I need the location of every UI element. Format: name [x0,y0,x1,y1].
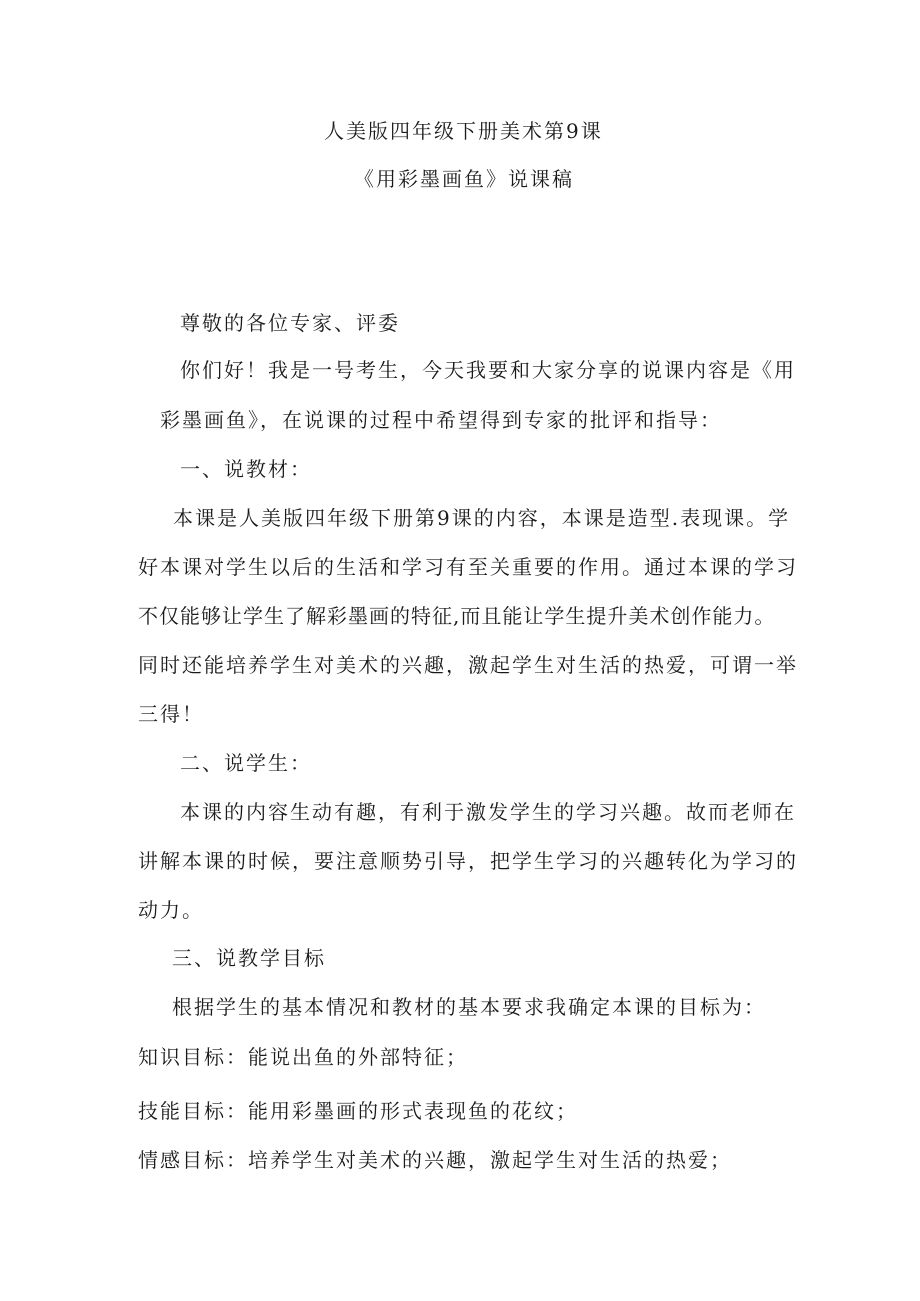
section2-line-1: 本课的内容生动有趣，有利于激发学生的学习兴趣。故而老师在 [180,800,796,824]
intro-line-2: 彩墨画鱼》，在说课的过程中希望得到专家的批评和指导： [160,408,722,432]
section1-line-5: 三得！ [138,702,204,726]
section3-heading: 三、说教学目标 [172,946,326,970]
goal-skill: 技能目标：能用彩墨画的形式表现鱼的花纹； [138,1099,578,1123]
document-title-line1: 人美版四年级下册美术第9课 [324,119,603,143]
document-title-line2: 《用彩墨画鱼》说课稿 [354,167,574,191]
section2-line-2: 讲解本课的时候，要注意顺势引导，把学生学习的兴趣转化为学习的 [138,849,798,873]
section1-line-2: 好本课对学生以后的生活和学习有至关重要的作用。通过本课的学习 [138,555,798,579]
section1-heading: 一、说教材： [180,457,312,481]
section1-line-4: 同时还能培养学生对美术的兴趣，激起学生对生活的热爱，可谓一举 [138,653,798,677]
section1-line-3: 不仅能够让学生了解彩墨画的特征,而且能让学生提升美术创作能力。 [138,604,776,628]
goal-knowledge: 知识目标：能说出鱼的外部特征； [138,1045,468,1069]
goal-emotion: 情感目标：培养学生对美术的兴趣，激起学生对生活的热爱； [138,1148,732,1172]
section1-line-1: 本课是人美版四年级下册第9课的内容，本课是造型.表现课。学 [173,506,791,530]
section2-heading: 二、说学生： [180,751,312,775]
section2-line-3: 动力。 [138,898,204,922]
intro-line-1: 你们好！我是一号考生，今天我要和大家分享的说课内容是《用 [180,358,796,382]
section3-intro: 根据学生的基本情况和教材的基本要求我确定本课的目标为： [172,995,766,1019]
greeting: 尊敬的各位专家、评委 [180,311,400,335]
